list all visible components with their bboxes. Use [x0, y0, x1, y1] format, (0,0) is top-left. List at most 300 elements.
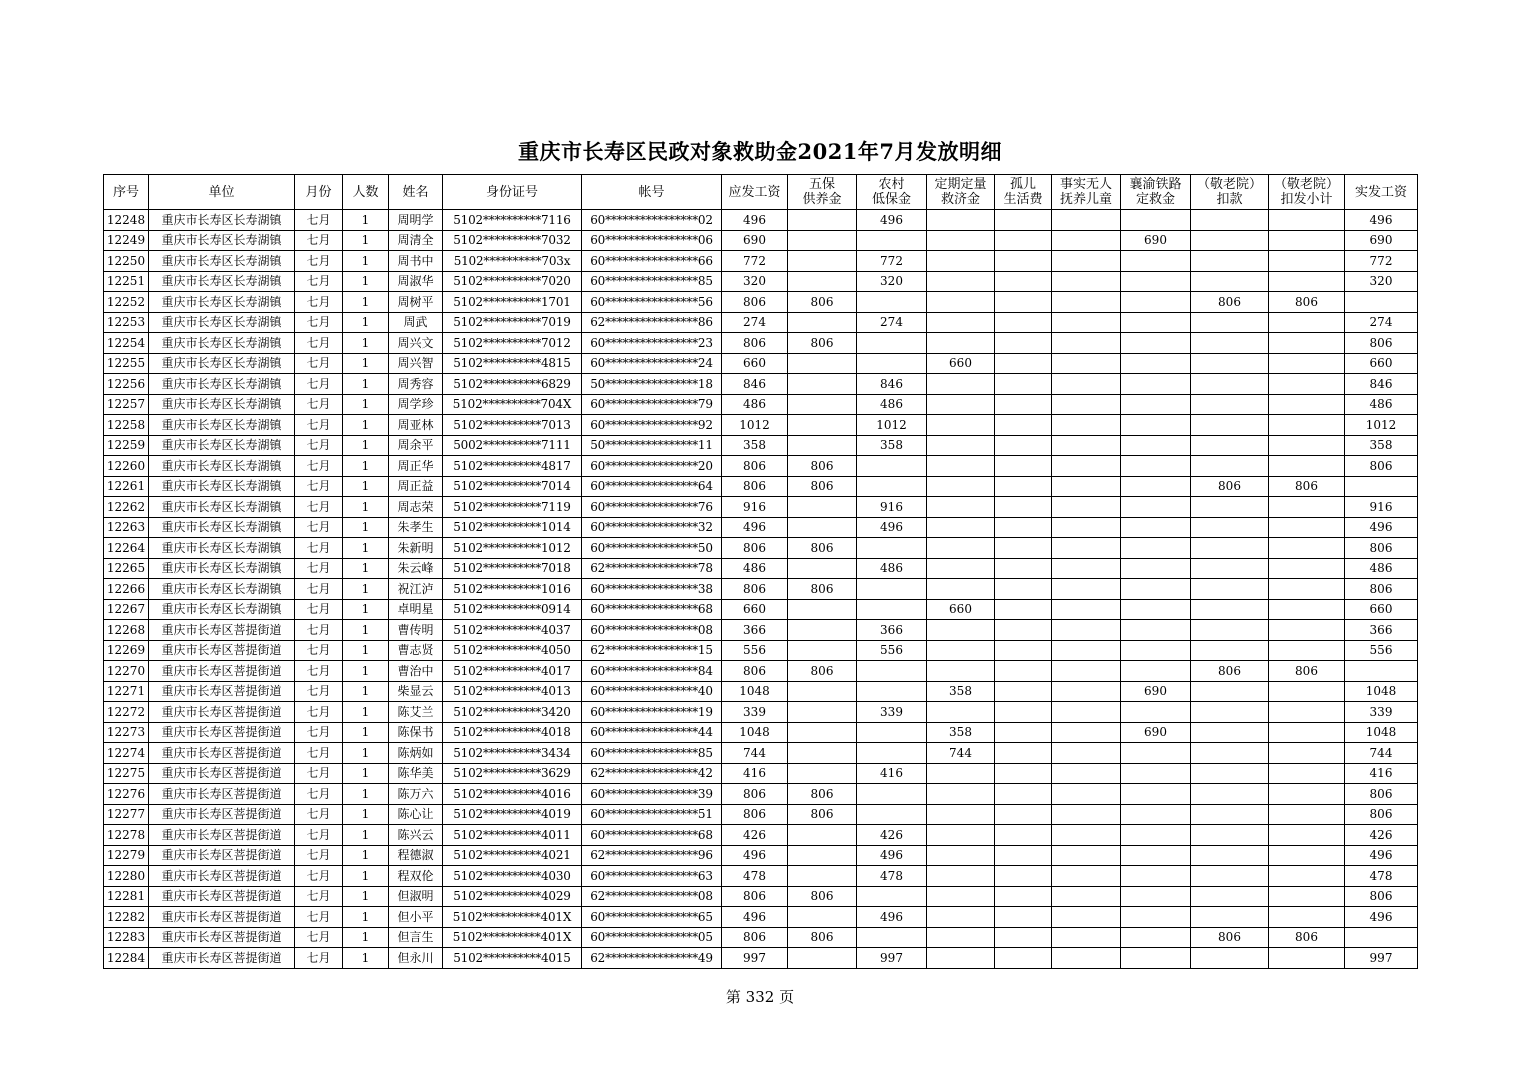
table-cell: 806: [788, 538, 857, 559]
table-cell: [927, 456, 995, 477]
table-row: [104, 374, 1418, 395]
table-cell: 重庆市长寿区长寿湖镇: [149, 415, 295, 436]
table-cell: 846: [1345, 374, 1418, 395]
table-cell: 806: [722, 333, 788, 354]
table-cell: [995, 292, 1052, 313]
table-row: [104, 230, 1418, 251]
table-cell: [1191, 640, 1269, 661]
table-cell: [1269, 333, 1345, 354]
table-cell: [927, 948, 995, 969]
table-cell: [788, 374, 857, 395]
table-cell: [1052, 271, 1121, 292]
table-row: [104, 312, 1418, 333]
table-cell: 426: [722, 825, 788, 846]
table-cell: 但小平: [389, 907, 443, 928]
table-cell: 5102**********4016: [443, 784, 582, 805]
table-cell: 12256: [104, 374, 149, 395]
table-cell: [1121, 538, 1191, 559]
table-row: [104, 210, 1418, 231]
table-cell: [1191, 312, 1269, 333]
table-cell: 周兴文: [389, 333, 443, 354]
table-cell: 重庆市长寿区长寿湖镇: [149, 558, 295, 579]
table-cell: 5102**********3434: [443, 743, 582, 764]
table-cell: [1191, 825, 1269, 846]
table-cell: [1121, 743, 1191, 764]
table-cell: 柴显云: [389, 681, 443, 702]
table-cell: 660: [927, 599, 995, 620]
table-cell: 重庆市长寿区菩提街道: [149, 620, 295, 641]
table-cell: 七月: [295, 312, 343, 333]
table-cell: 1: [343, 394, 389, 415]
table-cell: 416: [1345, 763, 1418, 784]
table-cell: [995, 866, 1052, 887]
table-cell: 5102**********703x: [443, 251, 582, 272]
table-cell: 496: [857, 517, 927, 538]
table-cell: 七月: [295, 640, 343, 661]
table-cell: [995, 230, 1052, 251]
table-cell: 806: [722, 538, 788, 559]
table-cell: 七月: [295, 722, 343, 743]
table-cell: 祝江泸: [389, 579, 443, 600]
table-cell: 806: [1191, 476, 1269, 497]
table-cell: 806: [1345, 333, 1418, 354]
table-cell: 1048: [1345, 722, 1418, 743]
table-cell: 1: [343, 251, 389, 272]
table-cell: [995, 517, 1052, 538]
table-cell: [927, 251, 995, 272]
table-cell: [1269, 517, 1345, 538]
table-cell: [927, 435, 995, 456]
table-cell: 12280: [104, 866, 149, 887]
table-cell: [1052, 476, 1121, 497]
table-cell: 12248: [104, 210, 149, 231]
table-cell: [1269, 845, 1345, 866]
table-cell: 重庆市长寿区菩提街道: [149, 927, 295, 948]
table-cell: 62****************96: [582, 845, 722, 866]
table-cell: [857, 599, 927, 620]
table-cell: 426: [857, 825, 927, 846]
column-header-text: 定期定量: [934, 177, 987, 192]
table-cell: 12271: [104, 681, 149, 702]
column-header-text: 襄渝铁路: [1129, 177, 1182, 192]
column-header-text: 孤儿: [1009, 177, 1036, 192]
table-cell: 12267: [104, 599, 149, 620]
table-cell: 806: [722, 579, 788, 600]
table-cell: 60****************64: [582, 476, 722, 497]
table-cell: 1: [343, 312, 389, 333]
column-header: [104, 175, 149, 210]
column-header-text: 实发工资: [1354, 184, 1407, 200]
table-cell: [1345, 292, 1418, 313]
table-cell: 周亚林: [389, 415, 443, 436]
table-cell: [1269, 948, 1345, 969]
table-cell: [927, 476, 995, 497]
table-cell: [1052, 743, 1121, 764]
table-cell: 七月: [295, 804, 343, 825]
table-cell: [788, 517, 857, 538]
table-cell: 5102**********4817: [443, 456, 582, 477]
table-cell: [1191, 251, 1269, 272]
table-cell: [857, 927, 927, 948]
table-cell: [1269, 415, 1345, 436]
table-cell: [1269, 558, 1345, 579]
table-cell: [1052, 927, 1121, 948]
table-cell: [1121, 579, 1191, 600]
table-cell: 陈华美: [389, 763, 443, 784]
table-cell: 1: [343, 210, 389, 231]
table-cell: 1: [343, 702, 389, 723]
table-cell: [788, 251, 857, 272]
table-cell: 1: [343, 292, 389, 313]
table-row: [104, 353, 1418, 374]
table-cell: 478: [857, 866, 927, 887]
table-cell: 366: [722, 620, 788, 641]
table-cell: 12269: [104, 640, 149, 661]
table-cell: [1191, 907, 1269, 928]
table-cell: 806: [722, 476, 788, 497]
table-cell: [1052, 517, 1121, 538]
table-cell: 806: [1345, 804, 1418, 825]
table-cell: 重庆市长寿区菩提街道: [149, 784, 295, 805]
table-cell: 5102**********4013: [443, 681, 582, 702]
table-cell: 12251: [104, 271, 149, 292]
table-cell: 320: [1345, 271, 1418, 292]
table-cell: 1: [343, 886, 389, 907]
table-cell: 朱孝生: [389, 517, 443, 538]
table-cell: [1191, 804, 1269, 825]
table-cell: 周学珍: [389, 394, 443, 415]
table-cell: [1191, 722, 1269, 743]
table-cell: [1121, 374, 1191, 395]
table-cell: [1121, 251, 1191, 272]
table-cell: [788, 435, 857, 456]
payment-table: [103, 174, 1418, 969]
column-header-text: 扣发小计: [1280, 192, 1333, 207]
table-cell: 5102**********4050: [443, 640, 582, 661]
table-cell: 七月: [295, 702, 343, 723]
column-header-text: 供养金: [802, 192, 842, 207]
table-cell: 12254: [104, 333, 149, 354]
table-cell: [1345, 476, 1418, 497]
table-cell: 60****************02: [582, 210, 722, 231]
table-cell: 12265: [104, 558, 149, 579]
table-cell: [1191, 620, 1269, 641]
table-cell: [1191, 210, 1269, 231]
table-cell: 806: [1345, 538, 1418, 559]
table-cell: 1: [343, 825, 389, 846]
table-cell: 重庆市长寿区长寿湖镇: [149, 374, 295, 395]
table-cell: [857, 804, 927, 825]
table-cell: [1052, 907, 1121, 928]
table-cell: 916: [857, 497, 927, 518]
table-cell: 60****************92: [582, 415, 722, 436]
column-header: [582, 175, 722, 210]
table-cell: 5102**********7013: [443, 415, 582, 436]
table-cell: [788, 415, 857, 436]
table-row: [104, 825, 1418, 846]
table-cell: [927, 784, 995, 805]
table-row: [104, 927, 1418, 948]
table-cell: [788, 558, 857, 579]
table-cell: [1121, 927, 1191, 948]
table-cell: [995, 927, 1052, 948]
table-cell: 806: [1269, 927, 1345, 948]
table-cell: [1052, 866, 1121, 887]
table-cell: 重庆市长寿区长寿湖镇: [149, 538, 295, 559]
table-cell: 七月: [295, 927, 343, 948]
table-cell: 陈兴云: [389, 825, 443, 846]
table-cell: 重庆市长寿区长寿湖镇: [149, 230, 295, 251]
table-cell: 916: [722, 497, 788, 518]
table-cell: [1052, 456, 1121, 477]
table-cell: 重庆市长寿区长寿湖镇: [149, 210, 295, 231]
table-cell: 但言生: [389, 927, 443, 948]
table-cell: 806: [788, 927, 857, 948]
table-cell: 60****************68: [582, 599, 722, 620]
table-cell: [1269, 251, 1345, 272]
table-cell: 七月: [295, 333, 343, 354]
table-cell: [1121, 640, 1191, 661]
table-cell: [788, 230, 857, 251]
table-cell: 426: [1345, 825, 1418, 846]
table-cell: [995, 456, 1052, 477]
column-header-text: （敬老院）: [1273, 177, 1339, 192]
table-cell: 1: [343, 353, 389, 374]
table-cell: [1269, 497, 1345, 518]
table-cell: 程德淑: [389, 845, 443, 866]
table-cell: 806: [722, 456, 788, 477]
table-cell: 七月: [295, 230, 343, 251]
table-row: [104, 661, 1418, 682]
table-cell: 1048: [722, 722, 788, 743]
table-cell: 12282: [104, 907, 149, 928]
table-cell: [995, 251, 1052, 272]
table-cell: 806: [788, 784, 857, 805]
table-cell: 12264: [104, 538, 149, 559]
table-cell: [1269, 886, 1345, 907]
table-cell: 七月: [295, 374, 343, 395]
table-cell: 周余平: [389, 435, 443, 456]
table-cell: [1191, 784, 1269, 805]
table-cell: [1191, 743, 1269, 764]
column-header: [389, 175, 443, 210]
table-cell: 七月: [295, 784, 343, 805]
table-cell: 1: [343, 927, 389, 948]
table-cell: [788, 394, 857, 415]
table-cell: 660: [927, 353, 995, 374]
table-cell: 七月: [295, 763, 343, 784]
table-cell: 12283: [104, 927, 149, 948]
table-cell: 5102**********4037: [443, 620, 582, 641]
table-cell: 5102**********7020: [443, 271, 582, 292]
table-cell: 1048: [722, 681, 788, 702]
table-cell: [1052, 497, 1121, 518]
table-cell: 5102**********7032: [443, 230, 582, 251]
table-cell: 806: [1191, 292, 1269, 313]
table-cell: [788, 845, 857, 866]
table-cell: [1052, 538, 1121, 559]
table-cell: 5102**********4815: [443, 353, 582, 374]
table-cell: [1191, 230, 1269, 251]
table-cell: 60****************32: [582, 517, 722, 538]
table-cell: 1012: [857, 415, 927, 436]
table-cell: 1: [343, 948, 389, 969]
table-cell: [1052, 312, 1121, 333]
table-cell: 曹传明: [389, 620, 443, 641]
table-row: [104, 763, 1418, 784]
table-cell: 1: [343, 681, 389, 702]
column-header: [295, 175, 343, 210]
table-cell: 846: [722, 374, 788, 395]
table-row: [104, 558, 1418, 579]
table-cell: 690: [1121, 681, 1191, 702]
column-header: [1269, 175, 1345, 210]
table-row: [104, 415, 1418, 436]
table-cell: [995, 722, 1052, 743]
table-cell: [788, 743, 857, 764]
table-cell: 重庆市长寿区菩提街道: [149, 640, 295, 661]
table-cell: 486: [857, 394, 927, 415]
table-cell: [927, 230, 995, 251]
table-cell: 12258: [104, 415, 149, 436]
table-cell: [1121, 661, 1191, 682]
table-cell: [1121, 271, 1191, 292]
table-cell: [788, 681, 857, 702]
table-cell: 12273: [104, 722, 149, 743]
table-cell: [995, 661, 1052, 682]
table-cell: 496: [1345, 517, 1418, 538]
table-cell: 1012: [722, 415, 788, 436]
table-cell: 5102**********0914: [443, 599, 582, 620]
table-cell: 周武: [389, 312, 443, 333]
table-cell: 重庆市长寿区菩提街道: [149, 763, 295, 784]
table-cell: 12261: [104, 476, 149, 497]
table-cell: [1121, 456, 1191, 477]
table-cell: 七月: [295, 210, 343, 231]
table-cell: [927, 292, 995, 313]
table-cell: [1052, 292, 1121, 313]
table-cell: 772: [722, 251, 788, 272]
table-cell: [995, 907, 1052, 928]
table-cell: 1: [343, 661, 389, 682]
table-cell: [927, 394, 995, 415]
table-cell: [927, 640, 995, 661]
table-cell: [1121, 210, 1191, 231]
table-cell: [1191, 271, 1269, 292]
column-header-text: 低保金: [871, 192, 911, 207]
table-cell: 5102**********1014: [443, 517, 582, 538]
table-cell: [1269, 579, 1345, 600]
table-cell: [1052, 886, 1121, 907]
table-cell: 重庆市长寿区菩提街道: [149, 722, 295, 743]
table-cell: 358: [927, 722, 995, 743]
table-cell: [1269, 456, 1345, 477]
table-cell: 806: [1269, 661, 1345, 682]
table-cell: [1269, 825, 1345, 846]
table-cell: 806: [1345, 784, 1418, 805]
table-cell: [1052, 784, 1121, 805]
table-cell: 12272: [104, 702, 149, 723]
table-cell: 5102**********4015: [443, 948, 582, 969]
table-cell: [1052, 599, 1121, 620]
table-cell: [1269, 271, 1345, 292]
table-cell: [857, 292, 927, 313]
table-cell: [927, 558, 995, 579]
table-row: [104, 579, 1418, 600]
table-cell: [1052, 333, 1121, 354]
table-cell: 320: [722, 271, 788, 292]
table-cell: [1191, 497, 1269, 518]
table-cell: [1269, 743, 1345, 764]
table-cell: 重庆市长寿区长寿湖镇: [149, 579, 295, 600]
table-cell: [1191, 866, 1269, 887]
table-cell: [1121, 804, 1191, 825]
column-header: [343, 175, 389, 210]
table-cell: [857, 538, 927, 559]
table-cell: 846: [857, 374, 927, 395]
table-cell: 重庆市长寿区菩提街道: [149, 948, 295, 969]
table-cell: [1121, 517, 1191, 538]
table-cell: 七月: [295, 661, 343, 682]
table-cell: 320: [857, 271, 927, 292]
table-cell: 1: [343, 456, 389, 477]
column-header-text: 事实无人: [1059, 177, 1112, 192]
table-cell: [1269, 866, 1345, 887]
table-cell: [1121, 845, 1191, 866]
table-cell: 七月: [295, 825, 343, 846]
table-cell: [995, 497, 1052, 518]
table-cell: [1191, 702, 1269, 723]
table-cell: 806: [1345, 456, 1418, 477]
table-cell: [1191, 456, 1269, 477]
table-cell: 60****************44: [582, 722, 722, 743]
table-cell: [1052, 763, 1121, 784]
table-cell: [1052, 661, 1121, 682]
table-cell: 496: [722, 845, 788, 866]
table-cell: 806: [788, 333, 857, 354]
table-cell: 806: [1269, 292, 1345, 313]
table-cell: 806: [722, 661, 788, 682]
table-row: [104, 866, 1418, 887]
table-cell: 曹治中: [389, 661, 443, 682]
table-cell: [1121, 886, 1191, 907]
table-cell: [1191, 763, 1269, 784]
table-cell: [1121, 620, 1191, 641]
table-cell: 七月: [295, 558, 343, 579]
table-cell: 806: [1191, 927, 1269, 948]
table-cell: 七月: [295, 476, 343, 497]
table-cell: [1345, 661, 1418, 682]
column-header-text: 人数: [352, 184, 379, 200]
table-cell: 1: [343, 497, 389, 518]
table-cell: 七月: [295, 620, 343, 641]
table-cell: [927, 517, 995, 538]
table-cell: [1269, 804, 1345, 825]
table-cell: 496: [722, 517, 788, 538]
table-cell: [1191, 948, 1269, 969]
table-cell: 60****************08: [582, 620, 722, 641]
table-cell: 60****************20: [582, 456, 722, 477]
table-cell: [788, 722, 857, 743]
table-cell: [995, 825, 1052, 846]
table-cell: [857, 722, 927, 743]
table-cell: 62****************86: [582, 312, 722, 333]
table-row: [104, 948, 1418, 969]
table-cell: [995, 312, 1052, 333]
table-cell: 七月: [295, 886, 343, 907]
table-row: [104, 886, 1418, 907]
table-cell: 997: [722, 948, 788, 969]
